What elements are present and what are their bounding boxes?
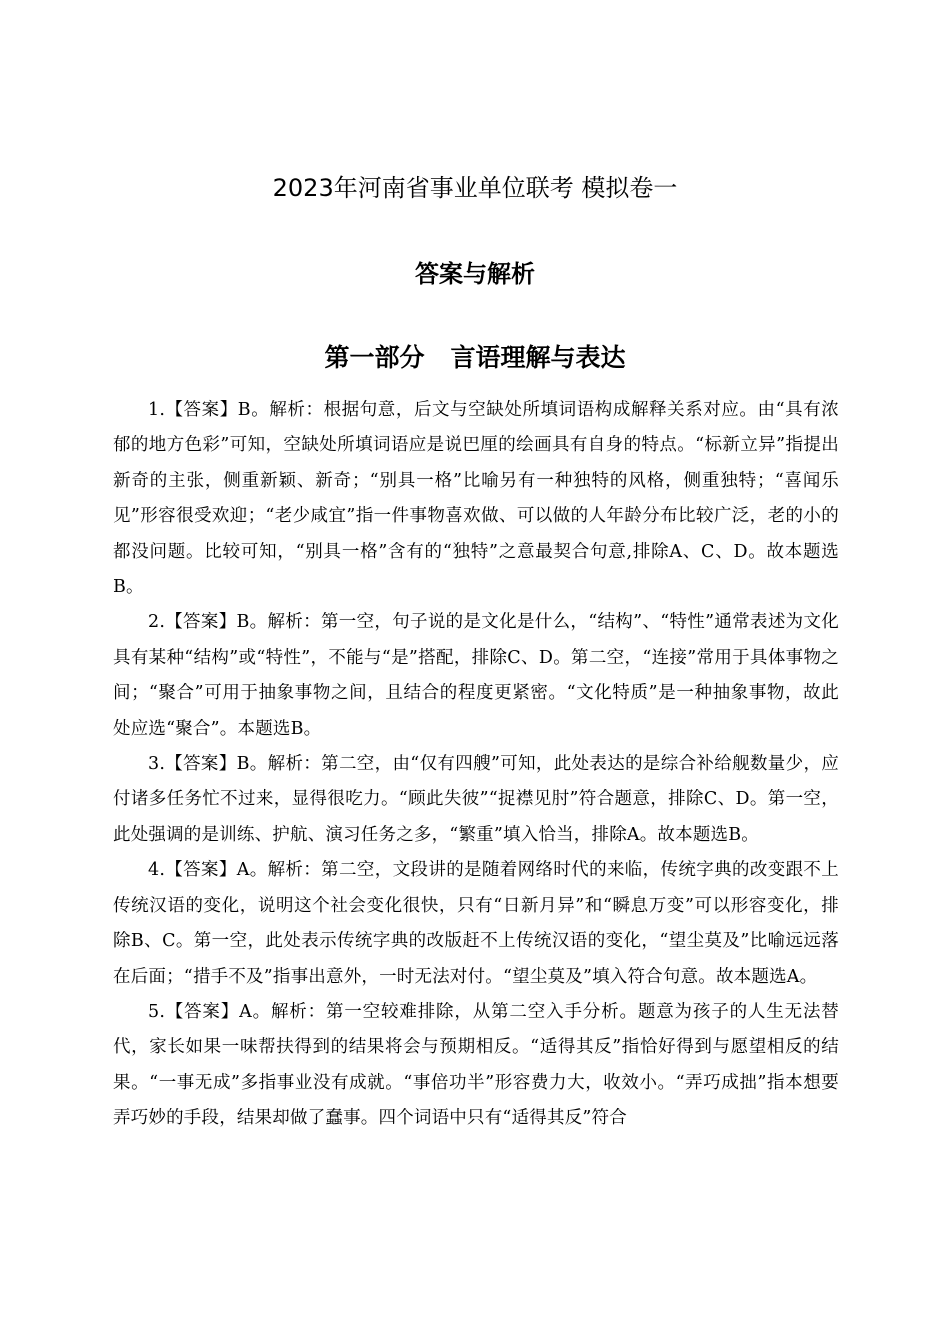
answer-list — [113, 393, 839, 1137]
answer-paragraph-2: 2.【答案】B。解析：第一空，句子说的是文化是什么，“结构”、“特性”通常表述为文化具有某种“结构”或“特性”，不能与“是”搭配，排除C、D。第二空，“连接”常用于具体事物之间；“聚合”可用于抽象事物之间，且结合的程度更紧密。“文化特质”是一种抽象事物，故此处应选“聚合”。本题选B。 — [113, 612, 839, 739]
document-subtitle: 答案与解析 — [415, 260, 535, 288]
section-heading: 第一部分 言语理解与表达 — [324, 343, 626, 372]
answer-paragraph-1: 1.【答案】B。解析：根据句意，后文与空缺处所填词语构成解释关系对应。由“具有浓郁的地方色彩”可知，空缺处所填词语应是说巴厘的绘画具有自身的特点。“标新立异”指提出新奇的主张，侧重新颖、新奇；“别具一格”比喻另有一种独特的风格，侧重独特；“喜闻乐见”形容很受欢迎；“老少咸宜”指一件事物喜欢做、可以做的人年龄分布比较广泛，老的小的都没问题。比较可知，“别具一格”含有的“独特”之意最契合句意,排除A、C、D。故本题选B。 — [113, 400, 839, 598]
answer-paragraph-5: 5.【答案】A。解析：第一空较难排除，从第二空入手分析。题意为孩子的人生无法替代，家长如果一味帮扶得到的结果将会与预期相反。“适得其反”指恰好得到与愿望相反的结果。“一事无成”多指事业没有成就。“事倍功半”形容费力大，收效小。“弄巧成拙”指本想要弄巧妙的手段，结果却做了蠢事。四个词语中只有“适得其反”符合 — [113, 1001, 839, 1129]
document-title: 2023年河南省事业单位联考 模拟卷一 — [272, 174, 678, 202]
answer-paragraph-3: 3.【答案】B。解析：第二空，由“仅有四艘”可知，此处表达的是综合补给舰数量少，应付诸多任务忙不过来，显得很吃力。“顾此失彼”“捉襟见肘”符合题意，排除C、D。第一空，此处强调的是训练、护航、演习任务之多，“繁重”填入恰当，排除A。故本题选B。 — [113, 754, 839, 845]
answer-paragraph-4: 4.【答案】A。解析：第二空，文段讲的是随着网络时代的来临，传统字典的改变跟不上传统汉语的变化，说明这个社会变化很快，只有“日新月异”和“瞬息万变”可以形容变化，排除B、C。第一空，此处表示传统字典的改版赶不上传统汉语的变化，“望尘莫及”比喻远远落在后面；“措手不及”指事出意外，一时无法对付。“望尘莫及”填入符合句意。故本题选A。 — [113, 860, 839, 987]
